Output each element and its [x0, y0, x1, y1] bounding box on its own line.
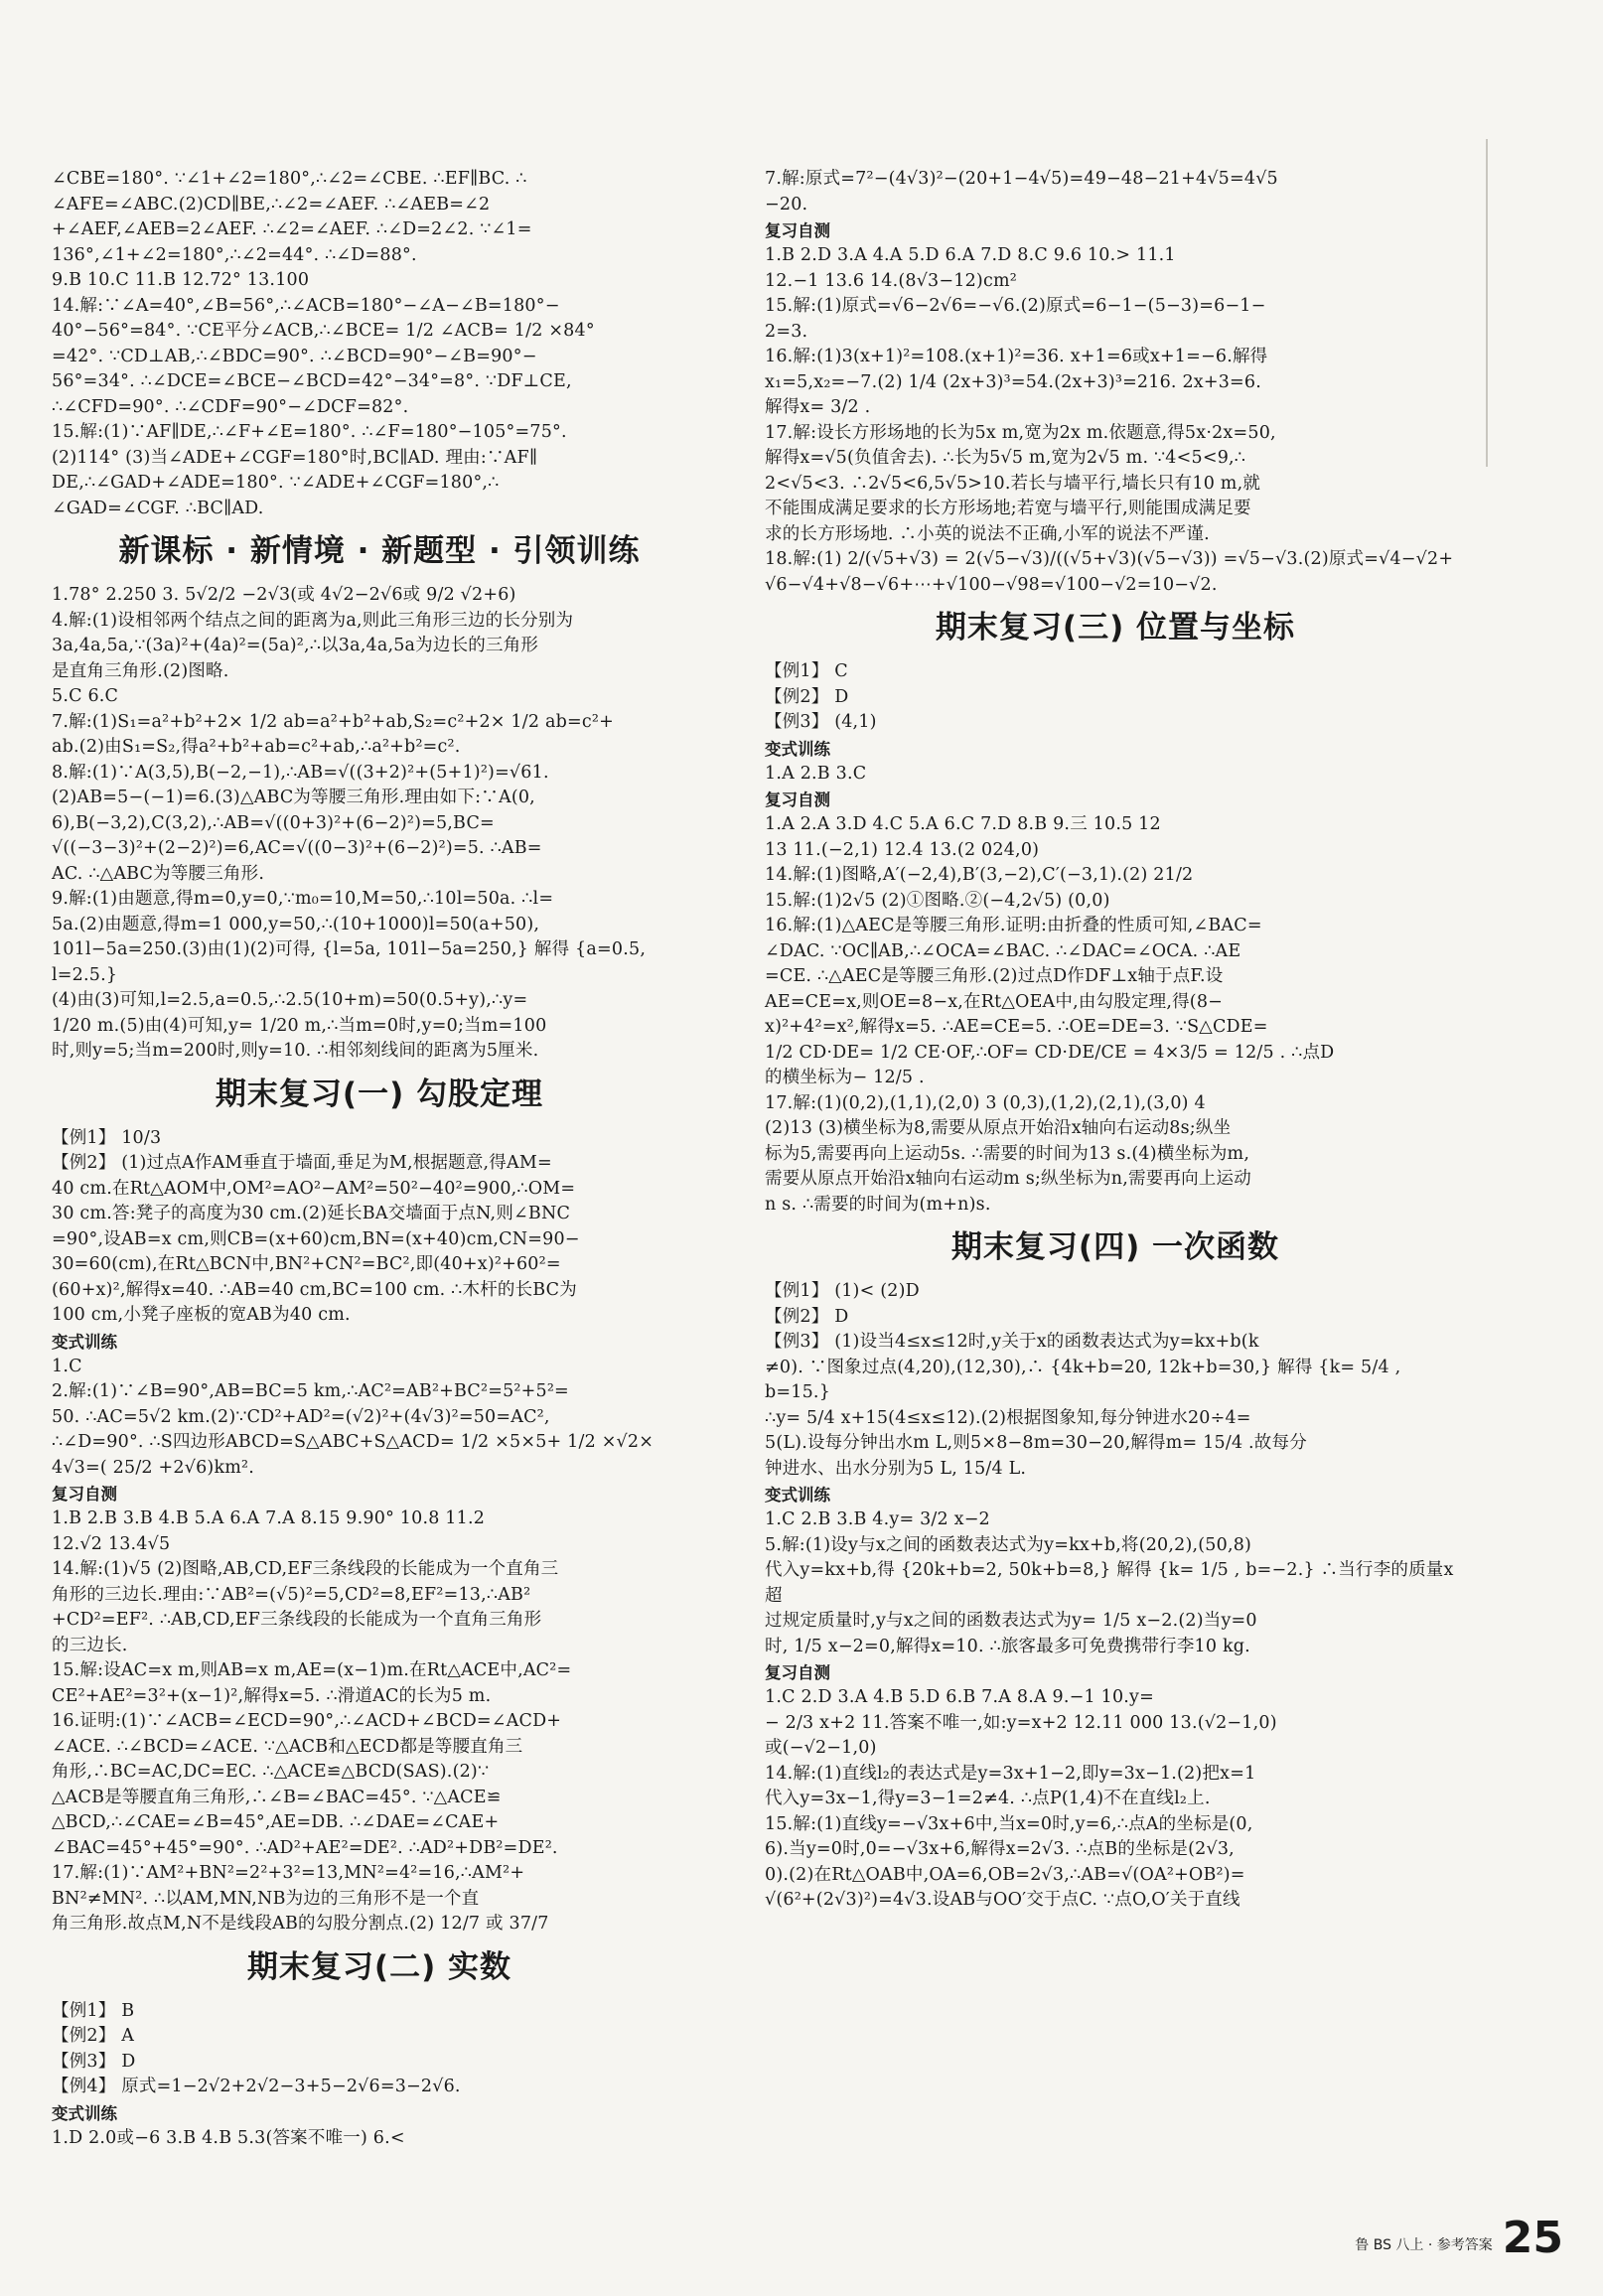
answer-line: −20. [765, 194, 808, 215]
answer-line: 16.证明:(1)∵∠ACB=∠ECD=90°,∴∠ACD+∠BCD=∠ACD+ [52, 1711, 562, 1731]
answer-line: ∠ACE. ∴∠BCD=∠ACE. ∵△ACB和△ECD都是等腰直角三 [52, 1736, 523, 1757]
answer-line: 12.√2 13.4√5 [52, 1533, 171, 1554]
answer-line: 15.解:(1)2√5 (2)①图略.②(−4,2√5) (0,0) [765, 890, 1110, 911]
page-footer [1355, 2213, 1563, 2263]
answer-line: 30=60(cm),在Rt△BCN中,BN²+CN²=BC²,即(40+x)²+60²= [52, 1254, 561, 1274]
answer-line: DE,∴∠GAD+∠ADE=180°. ∵∠ADE+∠CGF=180°,∴ [52, 473, 500, 493]
answer-line: BN²≠MN². ∴以AM,MN,NB为边的三角形不是一个直 [52, 1888, 480, 1909]
answer-line: 或(−√2−1,0) [765, 1738, 877, 1758]
answer-line: 1.C [52, 1356, 82, 1376]
subsection-label: 复习自测 [52, 1485, 117, 1504]
answer-line: x₁=5,x₂=−7.(2) 1/4 (2x+3)³=54.(2x+3)³=216. 2x+3=6. [765, 371, 1262, 392]
section-title: 新课标 · 新情境 · 新题型 · 引领训练 [118, 533, 641, 569]
answer-line: 5.解:(1)设y与x之间的函数表达式为y=kx+b,将(20,2),(50,8) [765, 1534, 1252, 1555]
answer-line: 代入y=3x−1,得y=3−1=2≠4. ∴点P(1,4)不在直线l₂上. [765, 1789, 1211, 1808]
answer-line: 7.解:(1)S₁=a²+b²+2× 1/2 ab=a²+b²+ab,S₂=c²+2× 1/2 ab=c²+ [52, 711, 614, 732]
answer-line: 30 cm.答:凳子的高度为30 cm.(2)延长BA交墙面于点N,则∠BNC [52, 1204, 571, 1223]
answer-line: (60+x)²,解得x=40. ∴AB=40 cm,BC=100 cm. ∴木杆的长BC为 [52, 1279, 577, 1300]
answer-line: 1.78° 2.250 3. 5√2/2 −2√3(或 4√2−2√6或 9/2 √2+6) [52, 585, 516, 605]
answer-line: =42°. ∵CD⊥AB,∴∠BDC=90°. ∴∠BCD=90°−∠B=90°− [52, 346, 537, 366]
answer-line: 6),B(−3,2),C(3,2),∴AB=√((0+3)²+(6−2)²)=5,BC= [52, 812, 495, 833]
answer-line: 9.B 10.C 11.B 12.72° 13.100 [52, 270, 310, 290]
answer-line: 7.解:原式=7²−(4√3)²−(20+1−4√5)=49−48−21+4√5=4√5 [765, 169, 1278, 189]
answer-line: 15.解:设AC=x m,则AB=x m,AE=(x−1)m.在Rt△ACE中,AC²= [52, 1660, 572, 1680]
answer-line: 14.解:(1)√5 (2)图略,AB,CD,EF三条线段的长能成为一个直角三 [52, 1559, 559, 1579]
subsection-label: 变式训练 [52, 2103, 117, 2123]
answer-line: 【例1】 (1)< (2)D [765, 1281, 920, 1301]
section-title: 期末复习(四) 一次函数 [950, 1229, 1280, 1265]
answer-line: ∴∠D=90°. ∴S四边形ABCD=S△ABC+S△ACD= 1/2 ×5×5+ 1/2 ×√2× [52, 1432, 655, 1452]
answer-line: − 2/3 x+2 11.答案不唯一,如:y=x+2 12.11 000 13.(√2−1,0) [765, 1712, 1277, 1733]
answer-line: (2)AB=5−(−1)=6.(3)△ABC为等腰三角形.理由如下:∵A(0, [52, 788, 535, 807]
answer-line: 【例2】 D [765, 1306, 849, 1327]
answer-line: 角形,∴BC=AC,DC=EC. ∴△ACE≌△BCD(SAS).(2)∵ [52, 1762, 490, 1782]
answer-line: 18.解:(1) 2/(√5+√3) = 2(√5−√3)/((√5+√3)(√5−√3)) =√5−√3.(2)原式=√4−√2+ [765, 549, 1454, 569]
answer-line: 不能围成满足要求的长方形场地;若宽与墙平行,则能围成满足要 [765, 499, 1251, 518]
footer-text: 鲁 BS 八上 · 参考答案 [1355, 2237, 1493, 2253]
answer-line: 6).当y=0时,0=−√3x+6,解得x=2√3. ∴点B的坐标是(2√3, [765, 1839, 1235, 1859]
subsection-label: 变式训练 [765, 1486, 830, 1505]
answer-line: 1.C 2.D 3.A 4.B 5.D 6.B 7.A 8.A 9.−1 10.y= [765, 1687, 1154, 1707]
answer-line: 解得x=√5(负值舍去). ∴长为5√5 m,宽为2√5 m. ∵4<5<9,∴ [765, 448, 1246, 468]
answer-line: ≠0). ∵图象过点(4,20),(12,30),∴ {4k+b=20, 12k+b=30,} 解得 {k= 5/4 , b=15.} [765, 1357, 1401, 1402]
answer-line: 的横坐标为− 12/5 . [765, 1068, 925, 1087]
answer-line: 角三角形.故点M,N不是线段AB的勾股分割点.(2) 12/7 或 37/7 [52, 1914, 549, 1934]
answer-line: 101l−5a=250.(3)由(1)(2)可得, {l=5a, 101l−5a=250,} 解得 {a=0.5, l=2.5.} [52, 939, 647, 985]
answer-line: +CD²=EF². ∴AB,CD,EF三条线段的长能成为一个直角三角形 [52, 1610, 542, 1630]
answer-line: 12.−1 13.6 14.(8√3−12)cm² [765, 270, 1017, 291]
answer-line: 8.解:(1)∵A(3,5),B(−2,−1),∴AB=√((3+2)²+(5+1)²)=√61. [52, 762, 549, 783]
answer-line: 【例3】 (4,1) [765, 712, 877, 732]
subsection-label: 复习自测 [765, 221, 830, 240]
answer-line: 40 cm.在Rt△AOM中,OM²=AO²−AM²=50²−40²=900,∴OM= [52, 1178, 576, 1199]
answer-line: 是直角三角形.(2)图略. [52, 660, 229, 681]
answer-line: 13 11.(−2,1) 12.4 13.(2 024,0) [765, 839, 1040, 860]
answer-line: 3a,4a,5a,∵(3a)²+(4a)²=(5a)²,∴以3a,4a,5a为边长的三角形 [52, 636, 539, 655]
answer-line: 1.D 2.0或−6 3.B 4.B 5.3(答案不唯一) 6.< [52, 2127, 405, 2148]
answer-line: 过规定质量时,y与x之间的函数表达式为y= 1/5 x−2.(2)当y=0 [765, 1611, 1257, 1631]
answer-line: 标为5,需要再向上运动5s. ∴需要的时间为13 s.(4)横坐标为m, [765, 1143, 1250, 1164]
answer-line: ∠AFE=∠ABC.(2)CD∥BE,∴∠2=∠AEF. ∴∠AEB=∠2 [52, 194, 491, 215]
page-number: 25 [1502, 2213, 1563, 2263]
answer-line: 【例3】 D [52, 2051, 136, 2072]
answer-line: 136°,∠1+∠2=180°,∴∠2=44°. ∴∠D=88°. [52, 244, 417, 265]
answer-line: 代入y=kx+b,得 {20k+b=2, 50k+b=8,} 解得 {k= 1/5 , b=−2.} ∴当行李的质量x超 [765, 1560, 1454, 1606]
answer-line: ∠BAC=45°+45°=90°. ∴AD²+AE²=DE². ∴AD²+DB²=DE². [52, 1837, 558, 1858]
answer-line: 2=3. [765, 321, 808, 342]
answer-line: 16.解:(1)△AEC是等腰三角形.证明:由折叠的性质可知,∠BAC= [765, 916, 1262, 935]
answer-line: △ACB是等腰直角三角形,∴∠B=∠BAC=45°. ∵△ACE≌ [52, 1787, 502, 1807]
answer-line: 1.A 2.B 3.C [765, 763, 867, 784]
answer-line: (4)由(3)可知,l=2.5,a=0.5,∴2.5(10+m)=50(0.5+y),∴y= [52, 990, 528, 1010]
answer-line: 17.解:(1)∵AM²+BN²=2²+3²=13,MN²=4²=16,∴AM²+ [52, 1863, 525, 1883]
answer-line: 时, 1/5 x−2=0,解得x=10. ∴旅客最多可免费携带行李10 kg. [765, 1636, 1250, 1656]
answer-line: 14.解:∵∠A=40°,∠B=56°,∴∠ACB=180°−∠A−∠B=180°− [52, 295, 560, 316]
answer-line: 【例3】 (1)设当4≤x≤12时,y关于x的函数表达式为y=kx+b(k [765, 1332, 1259, 1352]
answer-line: 15.解:(1)直线y=−√3x+6中,当x=0时,y=6,∴点A的坐标是(0, [765, 1813, 1253, 1834]
answer-line: 解得x= 3/2 . [765, 397, 871, 417]
scan-edge-mark [1486, 139, 1488, 467]
answer-line: 2<√5<3. ∴2√5<6,5√5>10.若长与墙平行,墙长只有10 m,就 [765, 473, 1261, 494]
answer-line: 14.解:(1)图略,A′(−2,4),B′(3,−2),C′(−3,1).(2) 21/2 [765, 865, 1194, 885]
section-title: 期末复习(二) 实数 [246, 1948, 512, 1985]
answer-line: √((−3−3)²+(2−2)²)=6,AC=√((0−3)²+(6−2)²)=5. ∴AB= [52, 838, 542, 858]
answer-line: ∠DAC. ∵OC∥AB,∴∠OCA=∠BAC. ∴∠DAC=∠OCA. ∴AE [765, 940, 1241, 961]
answer-line: AE=CE=x,则OE=8−x,在Rt△OEA中,由勾股定理,得(8− [765, 991, 1224, 1012]
answer-line: 时,则y=5;当m=200时,则y=10. ∴相邻刻线间的距离为5厘米. [52, 1041, 539, 1061]
answer-line: √6−√4+√8−√6+⋯+√100−√98=√100−√2=10−√2. [765, 574, 1218, 595]
answer-line: 【例4】 原式=1−2√2+2√2−3+5−2√6=3−2√6. [52, 2077, 461, 2096]
answer-line: 1/2 CD·DE= 1/2 CE·OF,∴OF= CD·DE/CE = 4×3/5 = 12/5 . ∴点D [765, 1042, 1335, 1063]
answer-line: 钟进水、出水分别为5 L, 15/4 L. [765, 1458, 1027, 1479]
answer-line: 1/20 m.(5)由(4)可知,y= 1/20 m,∴当m=0时,y=0;当m=100 [52, 1015, 547, 1036]
answer-line: 1.C 2.B 3.B 4.y= 3/2 x−2 [765, 1509, 990, 1529]
answer-line: 15.解:(1)∵AF∥DE,∴∠F+∠E=180°. ∴∠F=180°−105°=75°. [52, 422, 567, 442]
answer-line: 求的长方形场地. ∴小英的说法不正确,小军的说法不严谨. [765, 523, 1210, 544]
answer-line: 4.解:(1)设相邻两个结点之间的距离为a,则此三角形三边的长分别为 [52, 610, 574, 631]
answer-line: ∠CBE=180°. ∵∠1+∠2=180°,∴∠2=∠CBE. ∴EF∥BC. ∴ [52, 169, 527, 189]
answer-line: 50. ∴AC=5√2 km.(2)∵CD²+AD²=(√2)²+(4√3)²=50=AC², [52, 1406, 550, 1427]
answer-line: 17.解:(1)(0,2),(1,1),(2,0) 3 (0,3),(1,2),(2,1),(3,0) 4 [765, 1092, 1206, 1113]
answer-line: 【例2】 D [765, 686, 849, 707]
answer-line: 5.C 6.C [52, 686, 119, 706]
answer-line: 40°−56°=84°. ∵CE平分∠ACB,∴∠BCE= 1/2 ∠ACB= 1/2 ×84° [52, 321, 595, 341]
answer-line: △BCD,∴∠CAE=∠B=45°,AE=DB. ∴∠DAE=∠CAE+ [52, 1812, 500, 1832]
subsection-label: 变式训练 [52, 1332, 117, 1352]
answer-line: 1.B 2.B 3.B 4.B 5.A 6.A 7.A 8.15 9.90° 10.8 11.2 [52, 1508, 486, 1528]
answer-line: 1.A 2.A 3.D 4.C 5.A 6.C 7.D 8.B 9.三 10.5 12 [765, 814, 1161, 834]
answer-line: 【例2】 A [52, 2026, 135, 2046]
answer-line: 【例1】 B [52, 2000, 135, 2021]
answer-line: 1.B 2.D 3.A 4.A 5.D 6.A 7.D 8.C 9.6 10.> 11.1 [765, 245, 1176, 265]
answer-line: 14.解:(1)直线l₂的表达式是y=3x+1−2,即y=3x−1.(2)把x=1 [765, 1763, 1256, 1784]
left-column [52, 167, 707, 2151]
subsection-label: 复习自测 [765, 1663, 830, 1682]
answer-line: √(6²+(2√3)²)=4√3.设AB与OO′交于点C. ∵点O,O′关于直线 [765, 1890, 1240, 1910]
answer-line: ∠GAD=∠CGF. ∴BC∥AD. [52, 498, 264, 518]
section-title: 期末复习(三) 位置与坐标 [935, 610, 1296, 646]
answer-line: 【例2】 (1)过点A作AM垂直于墙面,垂足为M,根据题意,得AM= [52, 1153, 552, 1173]
answer-line: 56°=34°. ∴∠DCE=∠BCE−∠BCD=42°−34°=8°. ∵DF⊥CE, [52, 371, 572, 391]
answer-line: 【例1】 10/3 [52, 1127, 162, 1148]
answer-line: ∴∠CFD=90°. ∴∠CDF=90°−∠DCF=82°. [52, 396, 409, 417]
answer-line: 5(L).设每分钟出水m L,则5×8−8m=30−20,解得m= 15/4 .故每分 [765, 1433, 1307, 1453]
right-column [765, 167, 1466, 1914]
answer-line: 15.解:(1)原式=√6−2√6=−√6.(2)原式=6−1−(5−3)=6−1− [765, 296, 1266, 316]
answer-line: (2)13 (3)横坐标为8,需要从原点开始沿x轴向右运动8s;纵坐 [765, 1118, 1232, 1138]
subsection-label: 复习自测 [765, 790, 830, 809]
answer-line: 角形的三边长.理由:∵AB²=(√5)²=5,CD²=8,EF²=13,∴AB² [52, 1584, 531, 1605]
section-title: 期末复习(一) 勾股定理 [215, 1076, 544, 1112]
answer-line: 4√3=( 25/2 +2√6)km². [52, 1457, 255, 1478]
answer-line: 16.解:(1)3(x+1)²=108.(x+1)²=36. x+1=6或x+1=−6.解得 [765, 347, 1268, 366]
answer-line: x)²+4²=x²,解得x=5. ∴AE=CE=5. ∴OE=DE=3. ∵S△CDE= [765, 1017, 1268, 1037]
answer-line: 9.解:(1)由题意,得m=0,y=0,∵m₀=10,M=50,∴10l=50a. ∴l= [52, 889, 554, 909]
answer-line: +∠AEF,∠AEB=2∠AEF. ∴∠2=∠AEF. ∴∠D=2∠2. ∵∠1= [52, 219, 532, 239]
answer-line: ab.(2)由S₁=S₂,得a²+b²+ab=c²+ab,∴a²+b²=c². [52, 737, 461, 757]
answer-line: 100 cm,小凳子座板的宽AB为40 cm. [52, 1305, 351, 1325]
answer-line: 17.解:设长方形场地的长为5x m,宽为2x m.依题意,得5x·2x=50, [765, 422, 1276, 443]
answer-line: 需要从原点开始沿x轴向右运动m s;纵坐标为n,需要再向上运动 [765, 1169, 1251, 1189]
answer-line: 2.解:(1)∵∠B=90°,AB=BC=5 km,∴AC²=AB²+BC²=5²+5²= [52, 1381, 569, 1401]
answer-line: =90°,设AB=x cm,则CB=(x+60)cm,BN=(x+40)cm,CN=90− [52, 1228, 580, 1249]
answer-line: 【例1】 C [765, 661, 848, 681]
answer-line: AC. ∴△ABC为等腰三角形. [52, 863, 265, 884]
answer-line: n s. ∴需要的时间为(m+n)s. [765, 1194, 991, 1215]
answer-line: 5a.(2)由题意,得m=1 000,y=50,∴(10+1000)l=50(a+50), [52, 914, 540, 934]
answer-line: (2)114° (3)当∠ADE+∠CGF=180°时,BC∥AD. 理由:∵AF∥ [52, 447, 538, 468]
answer-line: ∴y= 5/4 x+15(4≤x≤12).(2)根据图象知,每分钟进水20÷4= [765, 1407, 1251, 1428]
answer-line: =CE. ∴△AEC是等腰三角形.(2)过点D作DF⊥x轴于点F.设 [765, 966, 1224, 986]
subsection-label: 变式训练 [765, 739, 830, 759]
answer-line: 的三边长. [52, 1635, 128, 1655]
answer-line: 0).(2)在Rt△OAB中,OA=6,OB=2√3,∴AB=√(OA²+OB²)= [765, 1864, 1245, 1885]
answer-line: CE²+AE²=3²+(x−1)²,解得x=5. ∴滑道AC的长为5 m. [52, 1685, 492, 1706]
